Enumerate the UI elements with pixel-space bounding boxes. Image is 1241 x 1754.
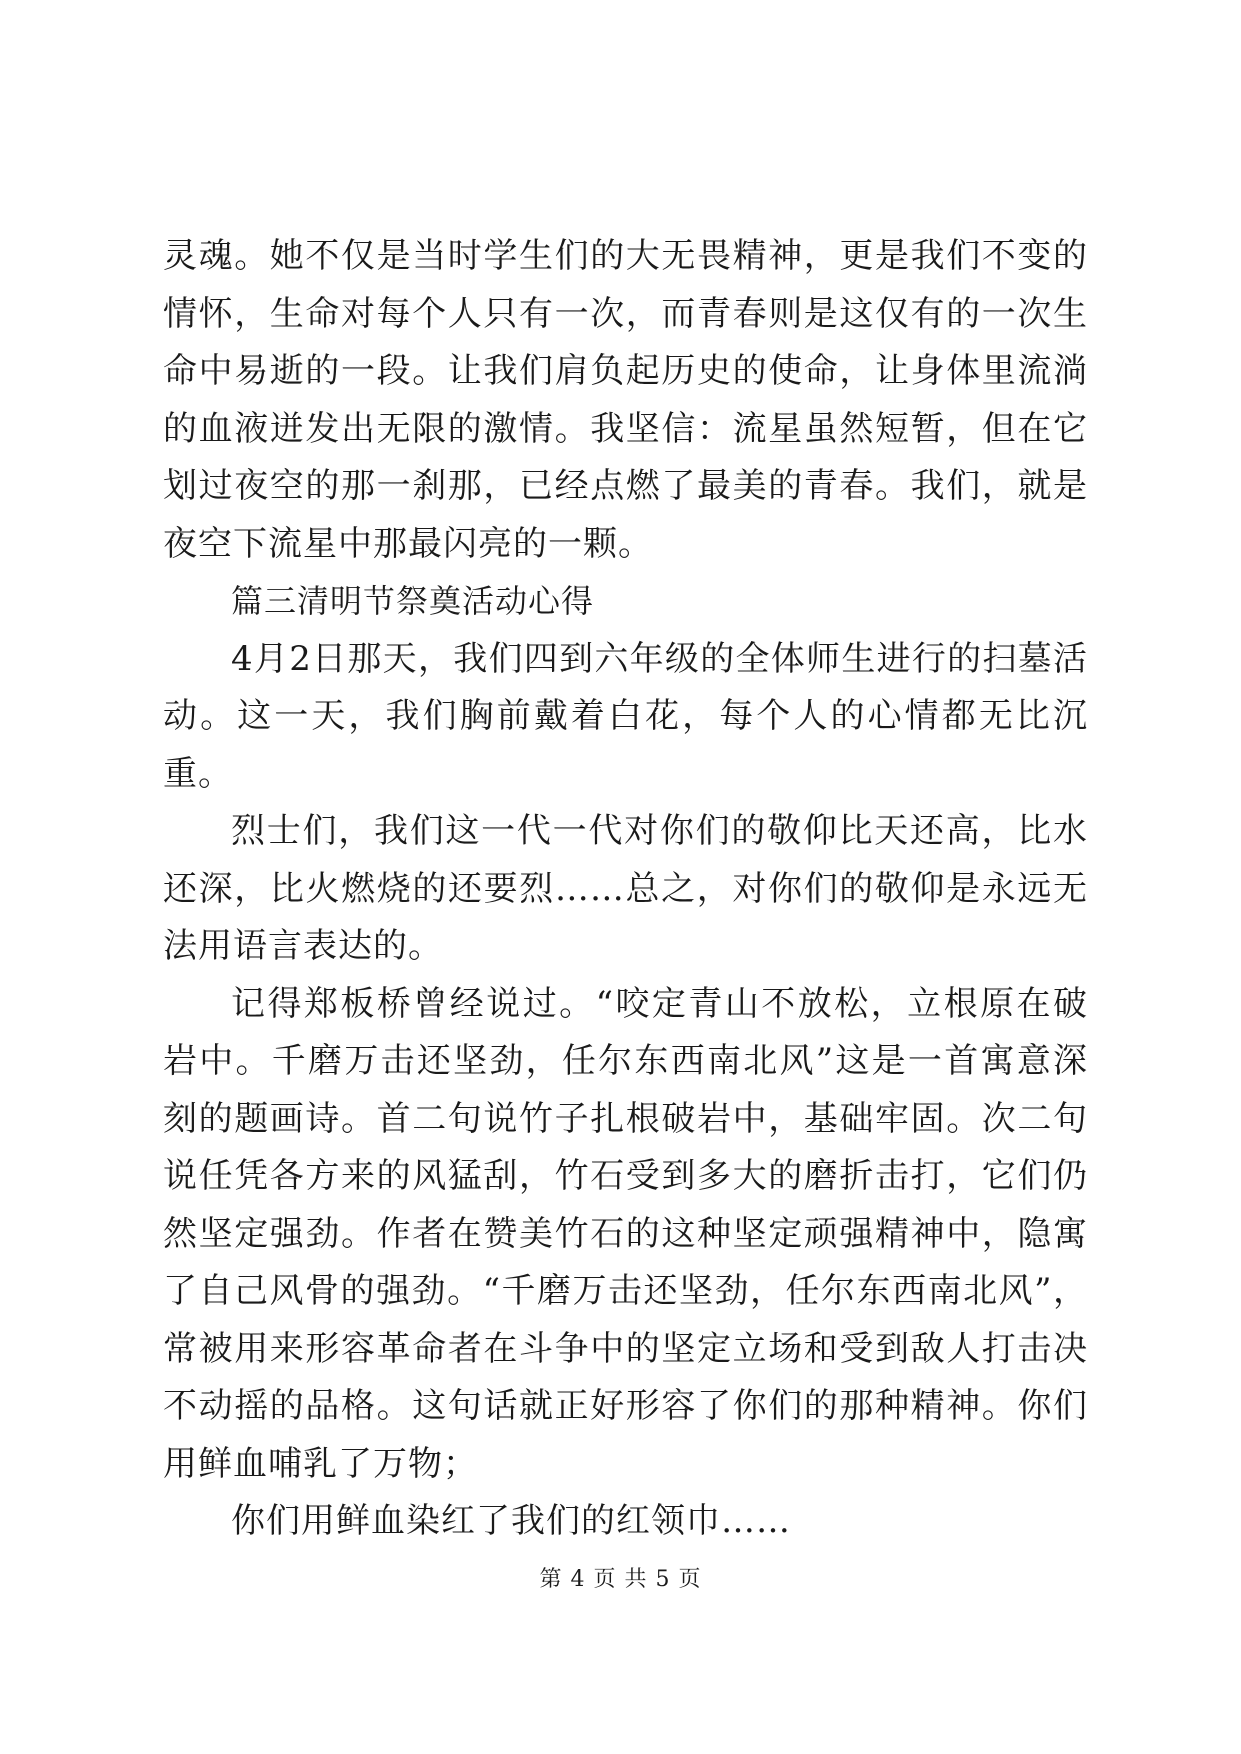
paragraph: 烈士们，我们这一代一代对你们的敬仰比天还高，比水还深，比火燃烧的还要烈……总之，对你们的敬仰是永远无法用语言表达的。 (163, 811, 1088, 966)
section-heading: 篇三清明节祭奠活动心得 (231, 582, 595, 620)
paragraph-continuation: 灵魂。她不仅是当时学生们的大无畏精神，更是我们不变的情怀，生命对每个人只有一次，而青春则是这仅有的一次生命中易逝的一段。让我们肩负起历史的使命，让身体里流淌的血液迸发出无限的激情。我坚信：流星虽然短暂，但在它划过夜空的那一刹那，已经点燃了最美的青春。我们，就是夜空下流星中那最闪亮的一颗。 (163, 236, 1088, 564)
paragraph: 记得郑板桥曾经说过。“咬定青山不放松，立根原在破岩中。千磨万击还坚劲，任尔东西南北风”这是一首寓意深刻的题画诗。首二句说竹子扎根破岩中，基础牢固。次二句说任凭各方来的风猛刮，竹石受到多大的磨折击打，它们仍然坚定强劲。作者在赞美竹石的这种坚定顽强精神中，隐寓了自己风骨的强劲。“千磨万击还坚劲，任尔东西南北风”，常被用来形容革命者在斗争中的坚定立场和受到敌人打击决不动摇的品格。这句话就正好形容了你们的那种精神。你们用鲜血哺乳了万物； (163, 983, 1088, 1484)
document-body (163, 228, 1088, 1551)
paragraph: 你们用鲜血染红了我们的红领巾…… (231, 1501, 791, 1541)
paragraph: 4月2日那天，我们四到六年级的全体师生进行的扫墓活动。这一天，我们胸前戴着白花，每个人的心情都无比沉重。 (163, 638, 1088, 794)
page-number-footer: 第 4 页 共 5 页 (539, 1567, 702, 1592)
